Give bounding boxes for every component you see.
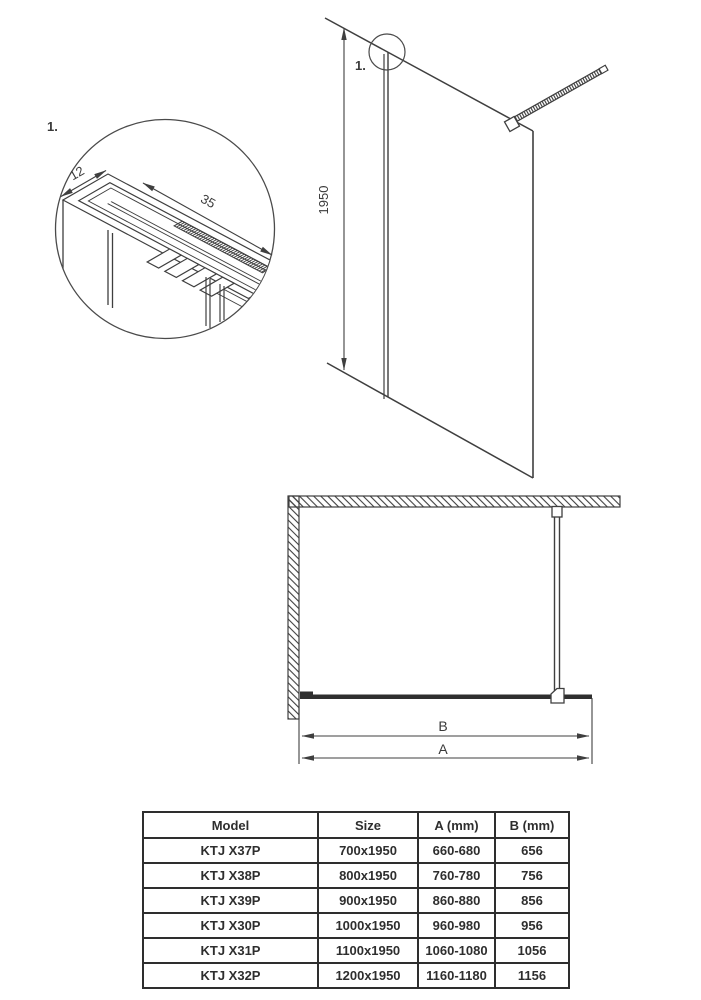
wall-left-hatch [288,496,299,719]
table-cell: 856 [495,888,569,913]
dimension-35-label: 35 [198,190,219,212]
table-header-b: B (mm) [495,812,569,838]
table-cell: KTJ X39P [143,888,318,913]
table-row [143,913,569,938]
support-bar-plan [555,514,560,691]
table-header-row [143,812,569,838]
table-cell: 860-880 [418,888,495,913]
rod-glass-bracket-plan [551,689,564,704]
dimension-a-label: A [438,741,448,757]
table-cell: KTJ X31P [143,938,318,963]
table-cell: 1156 [495,963,569,988]
table-cell: KTJ X32P [143,963,318,988]
support-bar-front [505,65,611,131]
table-cell: 1000x1950 [318,913,418,938]
table-cell: KTJ X30P [143,913,318,938]
table-cell: 660-680 [418,838,495,863]
dimension-a [302,741,589,758]
table-header-model: Model [143,812,318,838]
table-row [143,838,569,863]
table-row [143,863,569,888]
table-cell: 960-980 [418,913,495,938]
rod-wall-bracket-plan [552,507,562,518]
table-cell: 756 [495,863,569,888]
table-cell: 956 [495,913,569,938]
glass-panel-plan [300,692,592,700]
table-cell: 1060-1080 [418,938,495,963]
dimension-height [316,28,344,370]
table-cell: 760-780 [418,863,495,888]
front-view [316,18,610,478]
table-cell: 1200x1950 [318,963,418,988]
spec-table [142,811,570,989]
table-cell: 1056 [495,938,569,963]
table-cell: 800x1950 [318,863,418,888]
dimension-b-label: B [438,718,448,734]
dimension-1950-label: 1950 [316,185,331,215]
table-row [143,938,569,963]
detail-callout-number: 1. [47,119,58,134]
detail-callout-view [47,119,364,374]
table-cell: 1100x1950 [318,938,418,963]
table-cell: 1160-1180 [418,963,495,988]
glass-panel-front [325,18,533,478]
table-cell: 700x1950 [318,838,418,863]
plan-view [288,496,620,764]
dimension-12-label: 12 [66,162,87,184]
wall-top-hatch [289,496,620,507]
table-row [143,963,569,988]
table-cell: KTJ X38P [143,863,318,888]
table-header-a: A (mm) [418,812,495,838]
front-callout-number: 1. [355,58,366,73]
dimension-b [302,718,589,736]
table-header-size: Size [318,812,418,838]
table-cell: 900x1950 [318,888,418,913]
table-cell: 656 [495,838,569,863]
table-cell: KTJ X37P [143,838,318,863]
table-row [143,888,569,913]
